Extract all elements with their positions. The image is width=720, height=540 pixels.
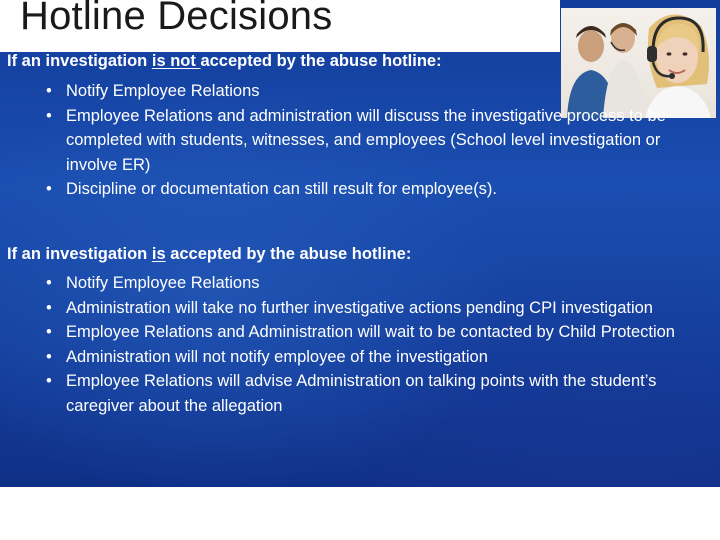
list-item-text: Employee Relations will advise Administration on talking points with the student’s caregiver about the allegation	[66, 372, 657, 415]
list-item-text: Employee Relations and Administration will wait to be contacted by Child Protection	[66, 323, 675, 341]
heading-text-after: accepted by the abuse hotline:	[165, 245, 412, 263]
bullet-icon: •	[46, 347, 52, 366]
list-item-text: Notify Employee Relations	[66, 82, 260, 100]
list-item	[0, 369, 676, 418]
list-item	[0, 104, 676, 178]
bullet-list-accepted	[0, 271, 680, 418]
list-item	[0, 296, 676, 321]
bullet-icon: •	[46, 82, 52, 100]
list-item-text: Notify Employee Relations	[66, 274, 260, 292]
person-front-eye-right	[683, 52, 688, 55]
bullet-list-not-accepted	[0, 79, 680, 202]
heading-text-before: If an investigation	[7, 245, 152, 263]
section-heading-not-accepted	[7, 52, 442, 71]
heading-text-after: accepted by the abuse hotline:	[200, 52, 442, 70]
heading-emphasis-is-not: is not	[151, 52, 201, 70]
list-item	[0, 79, 666, 104]
list-item	[0, 320, 676, 345]
bullet-icon: •	[46, 323, 52, 341]
title-bar	[0, 0, 560, 52]
section-heading-accepted	[7, 245, 411, 264]
heading-text-before: If an investigation	[7, 52, 152, 70]
bullet-icon: •	[46, 274, 52, 292]
bullet-icon: •	[46, 372, 52, 390]
list-item	[0, 345, 676, 370]
bullet-icon: •	[46, 298, 52, 317]
list-item-text: Administration will not notify employee of the investigation	[66, 347, 488, 366]
heading-emphasis-is: is	[151, 245, 166, 263]
list-item-text: Administration will take no further investigative actions pending CPI investigation	[66, 298, 653, 317]
list-item	[0, 177, 666, 202]
headset-earpiece	[647, 46, 657, 62]
list-item-text: Employee Relations and administration will discuss the investigative process to be completed with students, witnesses, and employees (School level investigation or involve ER)	[66, 106, 666, 174]
list-item-text: Discipline or documentation can still result for employee(s).	[66, 180, 498, 198]
person-front-eye-left	[667, 52, 672, 55]
slide-title: Hotline Decisions	[20, 0, 333, 38]
person-back-left-head	[578, 30, 604, 62]
list-item	[0, 271, 676, 296]
bullet-icon: •	[46, 180, 52, 198]
bullet-icon: •	[46, 106, 52, 125]
